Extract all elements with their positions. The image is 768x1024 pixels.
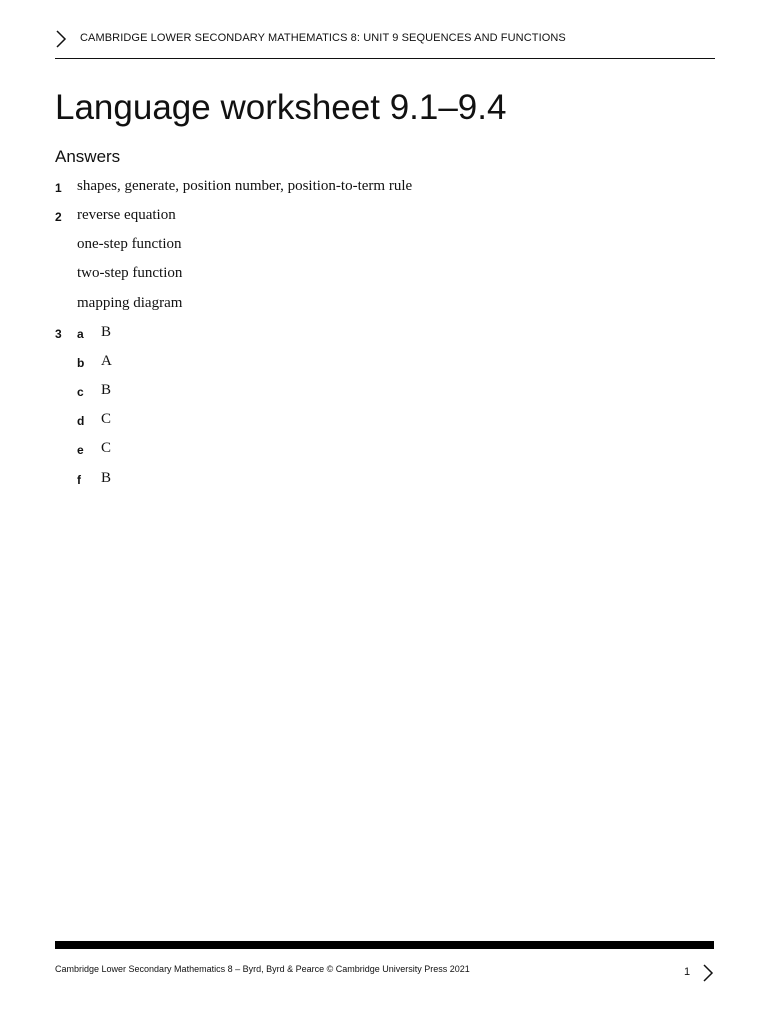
part-answer: B <box>101 470 112 486</box>
part-letter: a <box>77 327 84 341</box>
part-letter: f <box>77 473 81 487</box>
footer-bar <box>55 941 714 949</box>
part-answer: C <box>101 411 112 427</box>
answer-text: shapes, generate, position number, position-to-term rule <box>77 178 413 194</box>
answer-text: two-step function <box>77 265 183 281</box>
chevron-right-icon <box>55 30 67 48</box>
part-answer: B <box>101 324 112 340</box>
question-number: 1 <box>55 181 62 195</box>
part-letter: d <box>77 414 85 428</box>
page-title: Language worksheet 9.1–9.4 <box>55 88 507 127</box>
part-letter: b <box>77 356 85 370</box>
answer-text: mapping diagram <box>77 295 183 311</box>
answer-text: reverse equation <box>77 207 176 223</box>
part-answer: B <box>101 382 112 398</box>
answer-text: one-step function <box>77 236 182 252</box>
next-page-chevron-icon[interactable] <box>702 963 714 983</box>
footer-copyright: Cambridge Lower Secondary Mathematics 8 – Byrd, Byrd & Pearce © Cambridge University Press 2021 <box>55 964 470 974</box>
question-number: 3 <box>55 327 62 341</box>
part-letter: e <box>77 443 84 457</box>
question-number: 2 <box>55 210 62 224</box>
part-answer: C <box>101 440 112 456</box>
header-divider <box>55 58 715 59</box>
page-number: 1 <box>684 966 691 978</box>
running-title: CAMBRIDGE LOWER SECONDARY MATHEMATICS 8: UNIT 9 SEQUENCES AND FUNCTIONS <box>80 32 566 44</box>
part-letter: c <box>77 385 84 399</box>
section-heading: Answers <box>55 147 121 166</box>
part-answer: A <box>101 353 112 369</box>
